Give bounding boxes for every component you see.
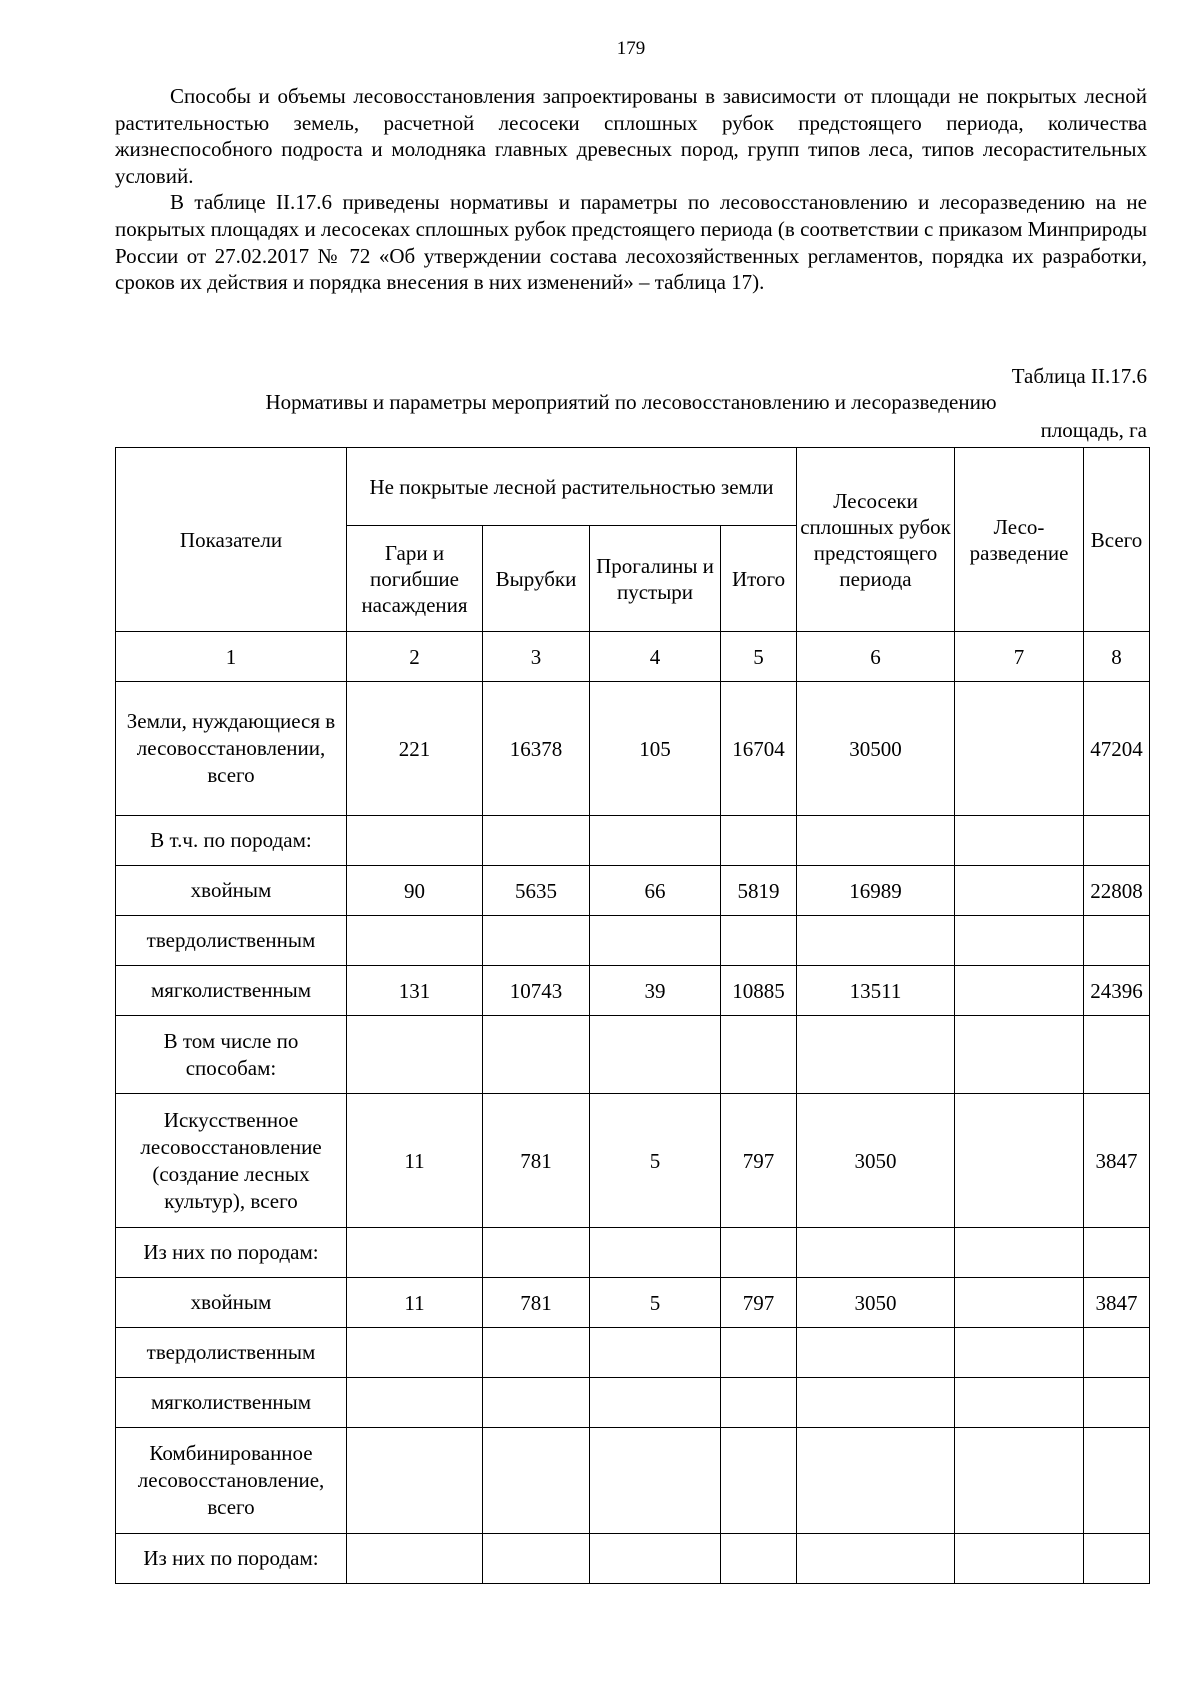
table-row [116, 682, 1150, 816]
cell-value [955, 916, 1084, 966]
cell-value [1084, 816, 1150, 866]
cell-value [483, 1378, 590, 1428]
cell-value [721, 916, 797, 966]
cell-value: 10885 [721, 966, 797, 1016]
cell-value [797, 1228, 955, 1278]
cell-value [797, 1378, 955, 1428]
cell-value [590, 1428, 721, 1534]
cell-value: 24396 [1084, 966, 1150, 1016]
cell-value [955, 1094, 1084, 1228]
cell-value: 16989 [797, 866, 955, 916]
table-row [116, 1228, 1150, 1278]
cell-value: 13511 [797, 966, 955, 1016]
cell-value: 797 [721, 1278, 797, 1328]
table-row [116, 866, 1150, 916]
cell-value [347, 1328, 483, 1378]
cell-value: 3050 [797, 1278, 955, 1328]
table-row [116, 1534, 1150, 1584]
header-total: Всего [1084, 448, 1150, 632]
cell-value [590, 1228, 721, 1278]
table-row [116, 816, 1150, 866]
cell-value: 221 [347, 682, 483, 816]
row-label: В том числе по способам: [116, 1016, 347, 1094]
cell-value [483, 1428, 590, 1534]
cell-value: 11 [347, 1278, 483, 1328]
cell-value: 5819 [721, 866, 797, 916]
cell-value [797, 1428, 955, 1534]
row-label: Искусственное лесовосстановление (создание лесных культур), всего [116, 1094, 347, 1228]
cell-value: 39 [590, 966, 721, 1016]
cell-value [590, 1534, 721, 1584]
cell-value: 66 [590, 866, 721, 916]
header-burnt: Гари и погибшие насаждения [347, 526, 483, 632]
cell-value [797, 916, 955, 966]
table-title [115, 390, 1147, 415]
cell-value: 90 [347, 866, 483, 916]
cell-value: 11 [347, 1094, 483, 1228]
cell-value: 16378 [483, 682, 590, 816]
column-number: 7 [955, 632, 1084, 682]
cell-value: 16704 [721, 682, 797, 816]
cell-value [955, 966, 1084, 1016]
cell-value [721, 816, 797, 866]
table-row [116, 1328, 1150, 1378]
cell-value: 10743 [483, 966, 590, 1016]
column-number: 5 [721, 632, 797, 682]
column-number: 3 [483, 632, 590, 682]
cell-value: 105 [590, 682, 721, 816]
cell-value [721, 1428, 797, 1534]
cell-value [590, 916, 721, 966]
cell-value: 781 [483, 1278, 590, 1328]
body-text [115, 83, 1147, 296]
cell-value [797, 1328, 955, 1378]
cell-value: 5 [590, 1278, 721, 1328]
cell-value [721, 1228, 797, 1278]
cell-value: 3847 [1084, 1278, 1150, 1328]
cell-value [955, 1328, 1084, 1378]
cell-value [483, 816, 590, 866]
row-label: Комбинированное лесовосстановление, всего [116, 1428, 347, 1534]
cell-value [483, 1016, 590, 1094]
cell-value [955, 1016, 1084, 1094]
cell-value: 22808 [1084, 866, 1150, 916]
cell-value [347, 916, 483, 966]
header-indicators: Показатели [116, 448, 347, 632]
header-glades: Прогалины и пустыри [590, 526, 721, 632]
page-number: 179 [616, 38, 646, 59]
cell-value [955, 1428, 1084, 1534]
cell-value [955, 866, 1084, 916]
row-label: мягколиственным [116, 1378, 347, 1428]
row-label: Из них по породам: [116, 1534, 347, 1584]
column-number: 4 [590, 632, 721, 682]
header-not-covered: Не покрытые лесной растительностью земли [347, 448, 797, 526]
cell-value [955, 1534, 1084, 1584]
table-row [116, 1378, 1150, 1428]
cell-value [1084, 1378, 1150, 1428]
cell-value: 781 [483, 1094, 590, 1228]
cell-value [1084, 1534, 1150, 1584]
row-label: твердолиственным [116, 1328, 347, 1378]
cell-value [483, 916, 590, 966]
column-number: 8 [1084, 632, 1150, 682]
cell-value [590, 1378, 721, 1428]
column-number: 2 [347, 632, 483, 682]
cell-value: 3847 [1084, 1094, 1150, 1228]
cell-value: 3050 [797, 1094, 955, 1228]
cell-value [1084, 1328, 1150, 1378]
cell-value [955, 682, 1084, 816]
column-number: 6 [797, 632, 955, 682]
cell-value: 30500 [797, 682, 955, 816]
table-title-text: Нормативы и параметры мероприятий по лесовосстановлению и лесоразведению [265, 390, 997, 414]
cell-value: 47204 [1084, 682, 1150, 816]
cell-value [483, 1534, 590, 1584]
cell-value [347, 1428, 483, 1534]
header-clearcut-areas: Лесосеки сплошных рубок предстоящего периода [797, 448, 955, 632]
cell-value [1084, 1228, 1150, 1278]
cell-value [590, 1328, 721, 1378]
header-cuttings: Вырубки [483, 526, 590, 632]
row-label: Из них по породам: [116, 1228, 347, 1278]
cell-value [721, 1534, 797, 1584]
cell-value [483, 1328, 590, 1378]
norms-table [115, 447, 1150, 1584]
cell-value [1084, 1428, 1150, 1534]
row-label: твердолиственным [116, 916, 347, 966]
cell-value [955, 1378, 1084, 1428]
cell-value [797, 1534, 955, 1584]
table-row [116, 916, 1150, 966]
cell-value [1084, 1016, 1150, 1094]
table-row [116, 1278, 1150, 1328]
cell-value [347, 1378, 483, 1428]
row-label: Земли, нуждающиеся в лесовосстановлении, всего [116, 682, 347, 816]
cell-value [955, 1278, 1084, 1328]
row-label: хвойным [116, 866, 347, 916]
cell-value [590, 816, 721, 866]
cell-value: 5635 [483, 866, 590, 916]
table-row [116, 1094, 1150, 1228]
column-numbers-row [116, 632, 1150, 682]
cell-value [347, 1016, 483, 1094]
cell-value [797, 816, 955, 866]
cell-value [590, 1016, 721, 1094]
table-row [116, 966, 1150, 1016]
cell-value [347, 1228, 483, 1278]
table-row [116, 1428, 1150, 1534]
cell-value: 5 [590, 1094, 721, 1228]
cell-value [347, 1534, 483, 1584]
cell-value [797, 1016, 955, 1094]
unit-label: площадь, га [1040, 418, 1147, 442]
cell-value [721, 1378, 797, 1428]
cell-value [955, 1228, 1084, 1278]
cell-value [1084, 916, 1150, 966]
row-label: В т.ч. по породам: [116, 816, 347, 866]
cell-value [483, 1228, 590, 1278]
cell-value [721, 1016, 797, 1094]
header-afforestation: Лесо-разведение [955, 448, 1084, 632]
cell-value [955, 816, 1084, 866]
cell-value: 797 [721, 1094, 797, 1228]
cell-value: 131 [347, 966, 483, 1016]
table-label: Таблица II.17.6 [1011, 364, 1147, 388]
row-label: хвойным [116, 1278, 347, 1328]
cell-value [721, 1328, 797, 1378]
row-label: мягколиственным [116, 966, 347, 1016]
paragraph: В таблице II.17.6 приведены нормативы и параметры по лесовосстановлению и лесоразведению на не покрытых площадях и лесосеках сплошных рубок предстоящего периода (в соответствии с приказом Минприроды России от 27.02.2017 № 72 «Об утверждении состава лесохозяйственных регламентов, порядка их разработки, сроков их действия и порядка внесения в них изменений» – таблица 17). [115, 190, 1147, 295]
paragraph: Способы и объемы лесовосстановления запроектированы в зависимости от площади не покрытых лесной растительностью земель, расчетной лесосеки сплошных рубок предстоящего периода, количества жизнеспособного подроста и молодняка главных древесных пород, групп типов леса, типов лесорастительных условий. [115, 84, 1147, 188]
table-row [116, 1016, 1150, 1094]
header-subtotal: Итого [721, 526, 797, 632]
cell-value [347, 816, 483, 866]
column-number: 1 [116, 632, 347, 682]
